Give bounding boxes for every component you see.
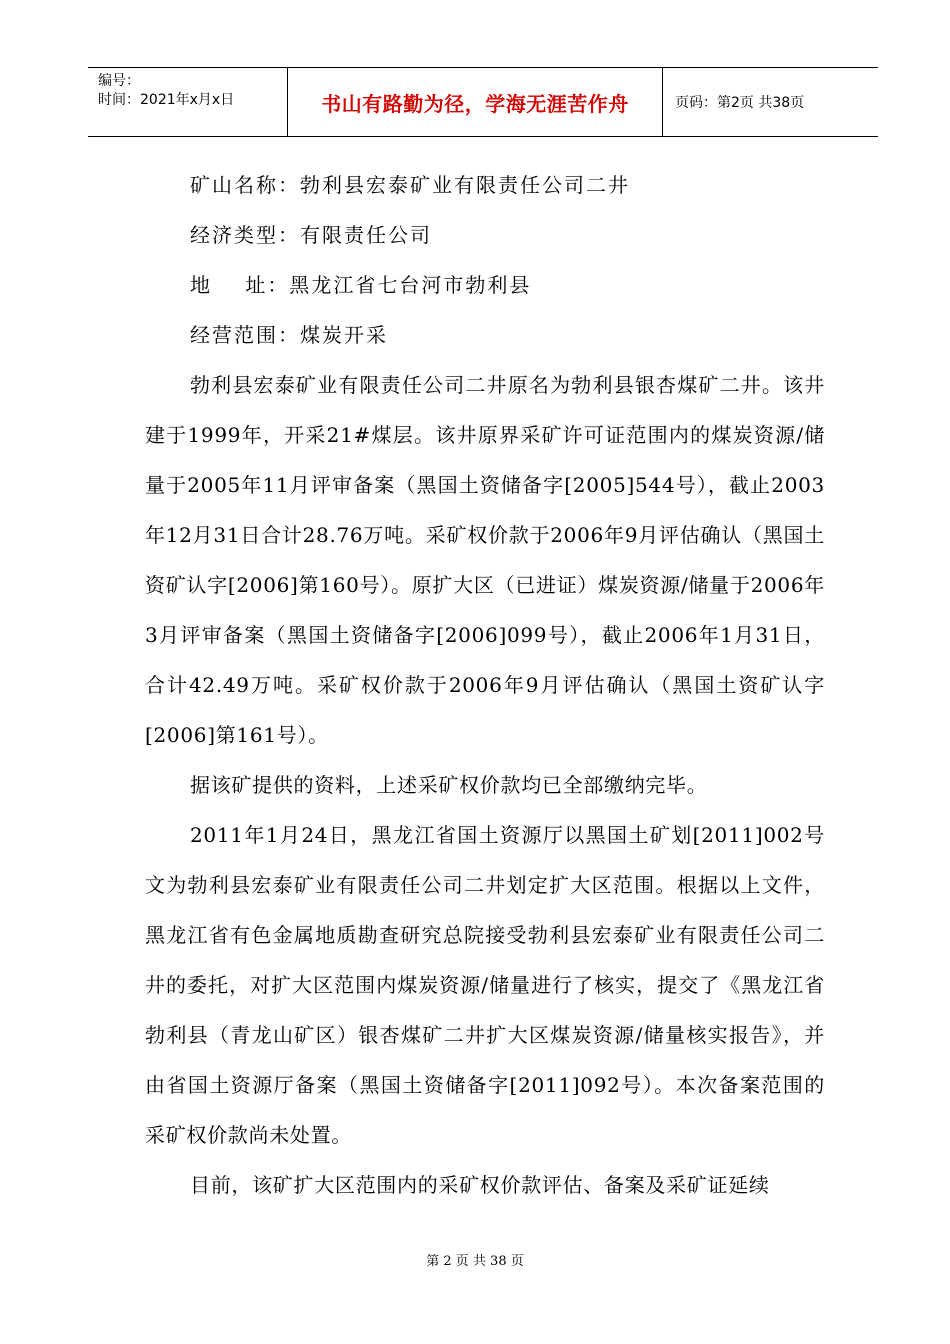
field-business-scope: 经营范围：煤炭开采	[190, 323, 388, 347]
motto-text: 书山有路勤为径，学海无涯苦作舟	[321, 91, 629, 116]
header-table	[88, 67, 878, 137]
header-page-cell	[663, 68, 878, 136]
paragraph-payment: 据该矿提供的资料，上述采矿权价款均已全部缴纳完毕。	[190, 773, 708, 797]
page-info: 页码：第2页 共38页	[675, 95, 805, 111]
paragraph-current: 目前，该矿扩大区范围内的采矿权价款评估、备案及采矿证延续	[190, 1173, 770, 1197]
paragraph-history: 勃利县宏泰矿业有限责任公司二井原名为勃利县银杏煤矿二井。该井建于1999年，开采21#煤层。该井原界采矿许可证范围内的煤炭资源/储量于2005年11月评审备案（黑国土资储备字[2005]544号），截止2003年12月31日合计28.76万吨。采矿权价款于2006年9月评估确认（黑国土资矿认字[2006]第160号）。原扩大区（已进证）煤炭资源/储量于2006年3月评审备案（黑国土资储备字[2006]099号），截止2006年1月31日，合计42.49万吨。采矿权价款于2006年9月评估确认（黑国土资矿认字[2006]第161号）。	[145, 373, 825, 747]
document-body	[145, 160, 825, 1210]
document-time-label: 时间：2021年x月x日	[98, 92, 235, 108]
header-meta-cell	[88, 68, 288, 136]
header-motto-cell	[288, 68, 663, 136]
paragraph-expansion: 2011年1月24日，黑龙江省国土资源厅以黑国土矿划[2011]002号文为勃利县宏泰矿业有限责任公司二井划定扩大区范围。根据以上文件，黑龙江省有色金属地质勘查研究总院接受勃利县宏泰矿业有限责任公司二井的委托，对扩大区范围内煤炭资源/储量进行了核实，提交了《黑龙江省勃利县（青龙山矿区）银杏煤矿二井扩大区煤炭资源/储量核实报告》，并由省国土资源厅备案（黑国土资储备字[2011]092号）。本次备案范围的采矿权价款尚未处置。	[145, 823, 825, 1147]
document-number-label: 编号：	[98, 73, 140, 89]
page-footer: 第 2 页 共 38 页	[426, 1254, 524, 1269]
field-address: 地 址：黑龙江省七台河市勃利县	[190, 273, 532, 297]
field-economic-type: 经济类型：有限责任公司	[190, 223, 432, 247]
field-mine-name: 矿山名称：勃利县宏泰矿业有限责任公司二井	[190, 173, 630, 197]
